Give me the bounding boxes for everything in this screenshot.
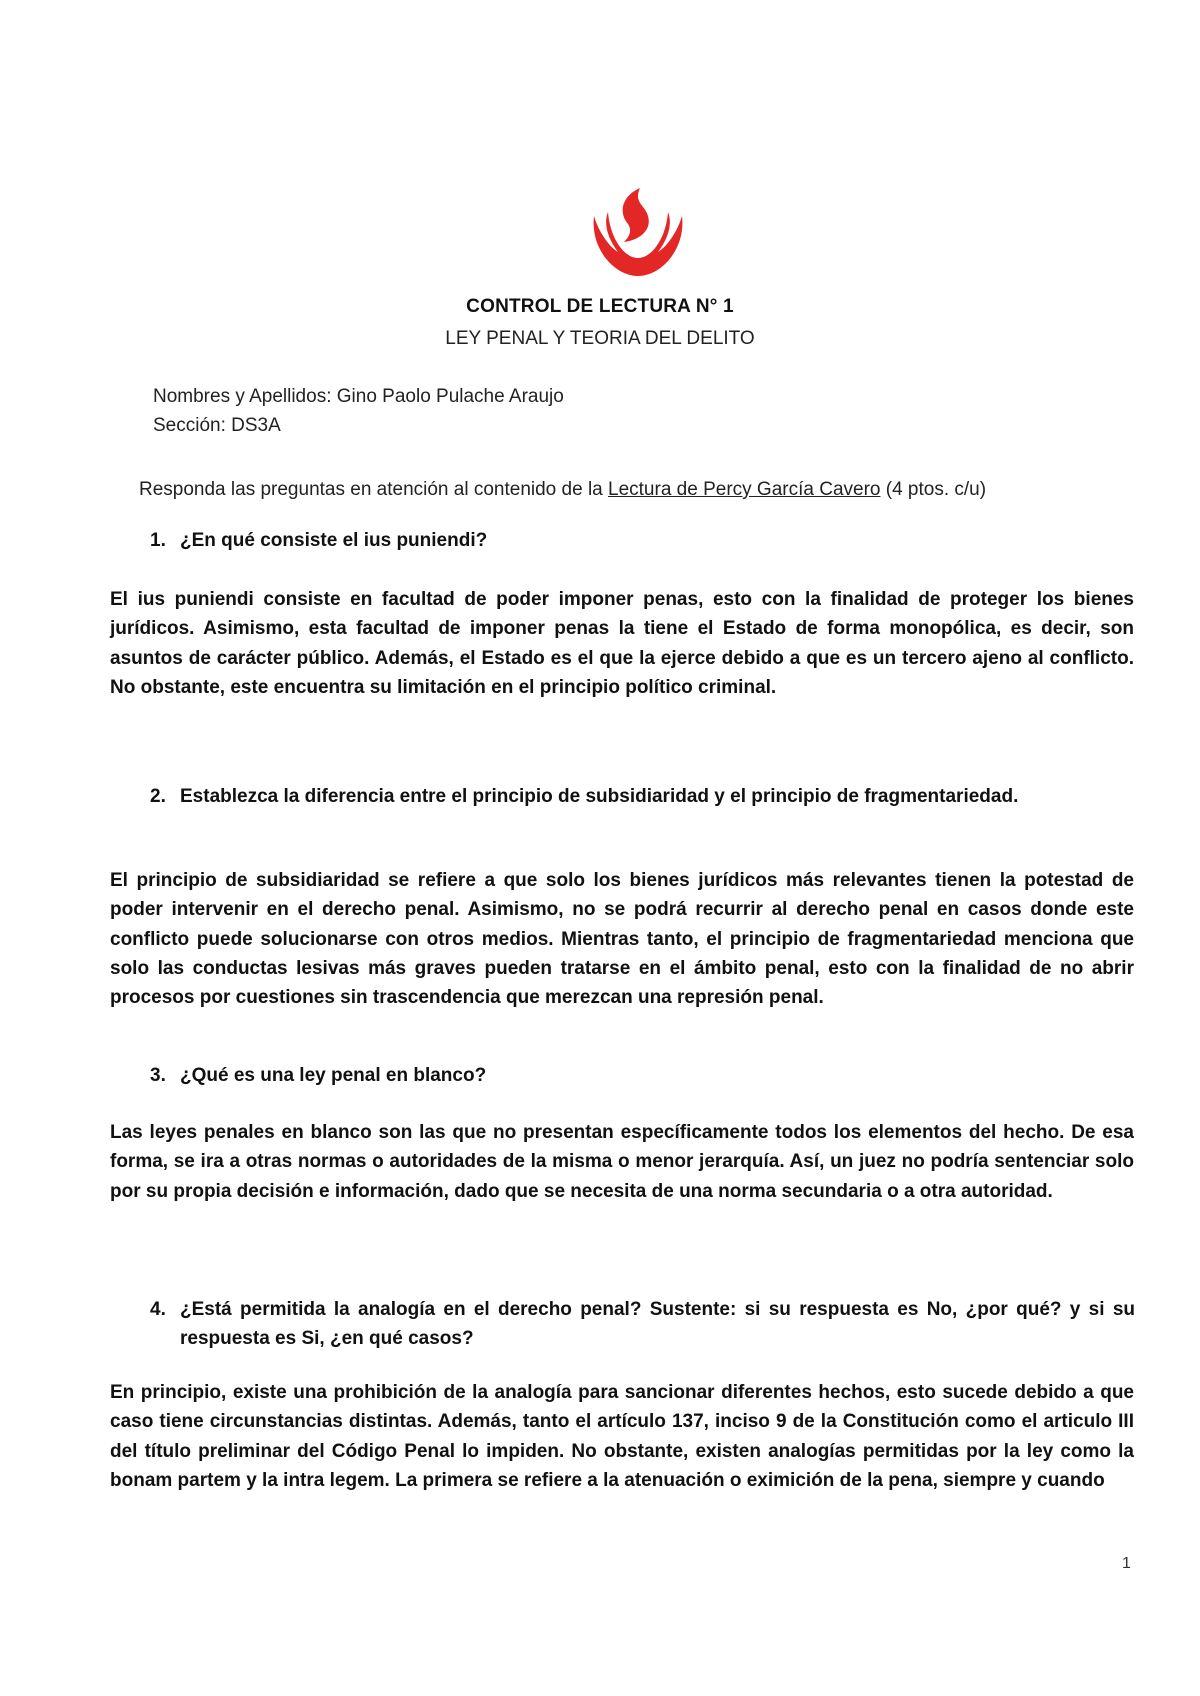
question-2 bbox=[150, 782, 1135, 811]
question-3 bbox=[150, 1061, 1135, 1090]
question-number: 1. bbox=[150, 530, 166, 551]
instructions bbox=[139, 475, 1134, 504]
instructions-points: (4 ptos. c/u) bbox=[880, 479, 987, 500]
question-text: ¿Qué es una ley penal en blanco? bbox=[180, 1065, 487, 1086]
question-text: ¿En qué consiste el ius puniendi? bbox=[180, 530, 488, 551]
page-number: 1 bbox=[1122, 1555, 1131, 1572]
question-text: ¿Está permitida la analogía en el derecho penal? Sustente: si su respuesta es No, ¿por qué? y si su respuesta es Si, ¿en qué casos? bbox=[180, 1299, 1135, 1349]
flame-logo-icon bbox=[588, 186, 688, 278]
student-name-line: Nombres y Apellidos: Gino Paolo Pulache Araujo bbox=[153, 386, 564, 407]
question-number: 4. bbox=[150, 1299, 166, 1320]
question-number: 2. bbox=[150, 786, 166, 807]
question-number: 3. bbox=[150, 1065, 166, 1086]
answer-1: El ius puniendi consiste en facultad de poder imponer penas, esto con la finalidad de proteger los bienes jurídicos. Asimismo, esta facultad de imponer penas la tiene el Estado de forma monopólica, es decir, son asuntos de carácter público. Además, el Estado es el que la ejerce debido a que es un tercero ajeno al conflicto. No obstante, este encuentra su limitación en el principio político criminal. bbox=[110, 589, 1134, 698]
instructions-text: Responda las preguntas en atención al contenido de la bbox=[139, 479, 609, 500]
document-title: CONTROL DE LECTURA N° 1 bbox=[466, 296, 734, 317]
section-line: Sección: DS3A bbox=[153, 415, 281, 436]
document-subtitle: LEY PENAL Y TEORIA DEL DELITO bbox=[445, 328, 755, 349]
question-1 bbox=[150, 526, 1135, 555]
answer-4: En principio, existe una prohibición de la analogía para sancionar diferentes hechos, esto sucede debido a que caso tiene circunstancias distintas. Además, tanto el artículo 137, inciso 9 de la Constitución como el articulo III del título preliminar del Código Penal lo impiden. No obstante, existen analogías permitidas por la ley como la bonam partem y la intra legem. La primera se refiere a la atenuación o eximición de la pena, siempre y cuando bbox=[110, 1382, 1134, 1491]
question-4 bbox=[150, 1295, 1135, 1353]
answer-2: El principio de subsidiaridad se refiere a que solo los bienes jurídicos más relevantes tienen la potestad de poder intervenir en el derecho penal. Asimismo, no se podrá recurrir al derecho penal en casos donde este conflicto puede solucionarse con otros medios. Mientras tanto, el principio de fragmentariedad menciona que solo las conductas lesivas más graves pueden tratarse en el ámbito penal, esto con la finalidad de no abrir procesos por cuestiones sin trascendencia que merezcan una represión penal. bbox=[110, 870, 1134, 1009]
answer-3: Las leyes penales en blanco son las que no presentan específicamente todos los elementos del hecho. De esa forma, se ira a otras normas o autoridades de la misma o menor jerarquía. Así, un juez no podría sentenciar solo por su propia decisión e información, dado que se necesita de una norma secundaria o a otra autoridad. bbox=[110, 1122, 1134, 1202]
question-text: Establezca la diferencia entre el principio de subsidiaridad y el principio de fragmentariedad. bbox=[180, 786, 1019, 807]
reading-link[interactable]: Lectura de Percy García Cavero bbox=[608, 479, 881, 500]
